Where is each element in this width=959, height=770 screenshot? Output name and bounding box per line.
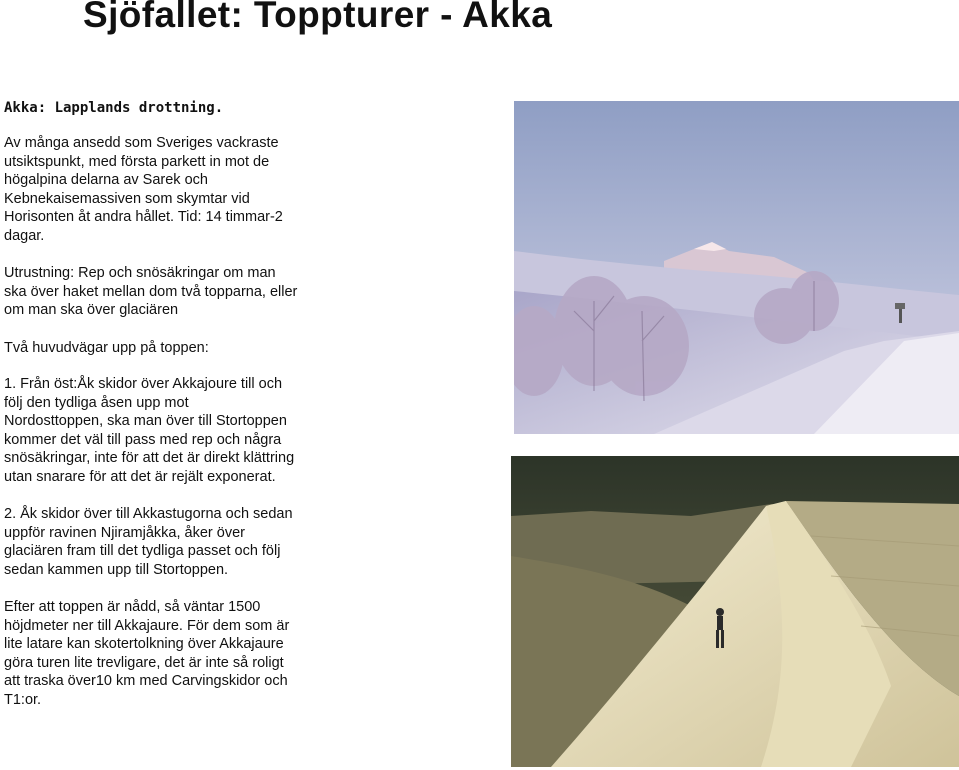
text-line: Nordosttoppen, ska man över till Stortoppen xyxy=(4,413,287,430)
text-line: Efter att toppen är nådd, så väntar 1500 xyxy=(4,599,261,615)
text-line: 2. Åk skidor över till Akkastugorna och sedan xyxy=(4,506,293,522)
winter-road-photo xyxy=(514,101,959,434)
text-line: uppför ravinen Njiramjåkka, åker över xyxy=(4,524,245,541)
text-line: utan snarare för att det är rejält exponerat. xyxy=(4,468,276,485)
text-line: 1. Från öst:Åk skidor över Akkajoure till och xyxy=(4,376,283,392)
text-line: glaciären fram till det tydliga passet och följ xyxy=(4,543,281,560)
text-line: höjdmeter ner till Akkajaure. För dem som är xyxy=(4,617,290,634)
text-line: ska över haket mellan dom två topparna, eller xyxy=(4,283,298,300)
text-line: om man ska över glaciären xyxy=(4,302,179,319)
section-subtitle: Akka: Lapplands drottning. xyxy=(4,100,224,116)
route-2-paragraph xyxy=(4,505,309,579)
text-line: dagar. xyxy=(4,227,45,244)
text-line: att traska över10 km med Carvingskidor och xyxy=(4,673,288,690)
text-line: T1:or. xyxy=(4,691,42,708)
text-line: lite latare kan skotertolkning över Akkajaure xyxy=(4,636,284,653)
text-line: högalpina delarna av Sarek och xyxy=(4,172,208,189)
routes-heading xyxy=(4,339,309,358)
ridge-skier-photo xyxy=(511,456,959,767)
closing-paragraph xyxy=(4,598,309,710)
text-line: följ den tydliga åsen upp mot xyxy=(4,394,189,411)
page-title: Sjöfallet: Toppturer - Akka xyxy=(83,0,553,35)
text-line: Två huvudvägar upp på toppen: xyxy=(4,340,209,356)
text-line: utsiktspunkt, med första parkett in mot de xyxy=(4,153,270,170)
text-line: kommer det väl till pass med rep och några xyxy=(4,431,282,448)
text-line: Kebnekaisemassiven som skymtar vid xyxy=(4,190,250,207)
equipment-paragraph xyxy=(4,264,309,320)
route-1-paragraph xyxy=(4,375,309,487)
intro-paragraph xyxy=(4,134,309,246)
text-line: sedan kammen upp till Stortoppen. xyxy=(4,561,229,578)
text-line: Horisonten åt andra hållet. Tid: 14 timmar-2 xyxy=(4,209,283,226)
text-line: göra turen lite trevligare, det är inte så roligt xyxy=(4,654,284,671)
text-line: snösäkringar, inte för att det är direkt klättring xyxy=(4,450,295,467)
text-line: Av många ansedd som Sveriges vackraste xyxy=(4,135,279,151)
text-line: Utrustning: Rep och snösäkringar om man xyxy=(4,265,276,281)
